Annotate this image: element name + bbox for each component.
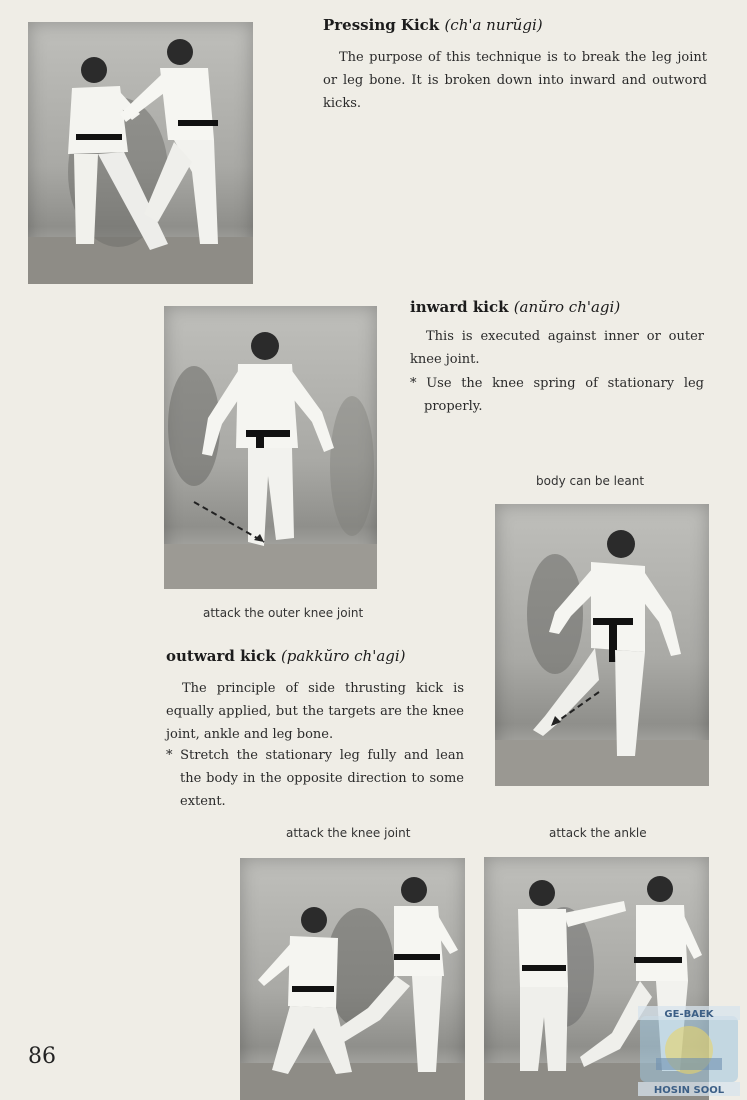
knee-joint-illustration [240,858,465,1100]
caption-outer-knee: attack the outer knee joint [203,606,364,620]
pressing-kick-romanization: (ch'a nurŭgi) [444,16,543,34]
inward-kick-romanization: (anŭro ch'agi) [513,298,621,316]
photo-inward-kick [164,306,377,589]
page-number: 86 [28,1044,56,1069]
pressing-kick-body: The purpose of this technique is to break the leg joint or leg bone. It is broken down into inward and outword kicks. [323,50,707,111]
pressing-kick-title: Pressing Kick [323,16,440,34]
caption-knee-joint: attack the knee joint [286,826,411,840]
fighters-illustration [28,22,253,284]
photo-body-leant [495,504,709,786]
logo-bottom-text: HOSIN SOOL [653,1085,725,1096]
heading-outward-kick [166,647,406,665]
inward-kick-illustration [164,306,377,589]
heading-inward-kick [410,298,620,316]
logo-top-text: GE-BAEK [664,1009,714,1020]
outward-kick-body: The principle of side thrusting kick is equally applied, but the targets are the knee joint, ankle and leg bone. [166,681,464,742]
inward-kick-title: inward kick [410,298,509,316]
photo-pressing-kick [28,22,253,284]
outward-kick-romanization: (pakkŭro ch'agi) [280,647,406,665]
inward-kick-note: * Use the knee spring of stationary leg properly. [410,376,704,414]
inward-kick-body: This is executed against inner or outer knee joint. [410,329,704,367]
ge-baek-hosin-sool-logo [636,1006,742,1096]
outward-kick-note: * Stretch the stationary leg fully and lean the body in the opposite direction to some extent. [166,748,464,809]
heading-pressing-kick [323,16,543,34]
body-leant-illustration [495,504,709,786]
caption-body-leant: body can be leant [536,474,645,488]
outward-kick-title: outward kick [166,647,276,665]
photo-attack-knee-joint [240,858,465,1100]
caption-ankle: attack the ankle [549,826,647,840]
